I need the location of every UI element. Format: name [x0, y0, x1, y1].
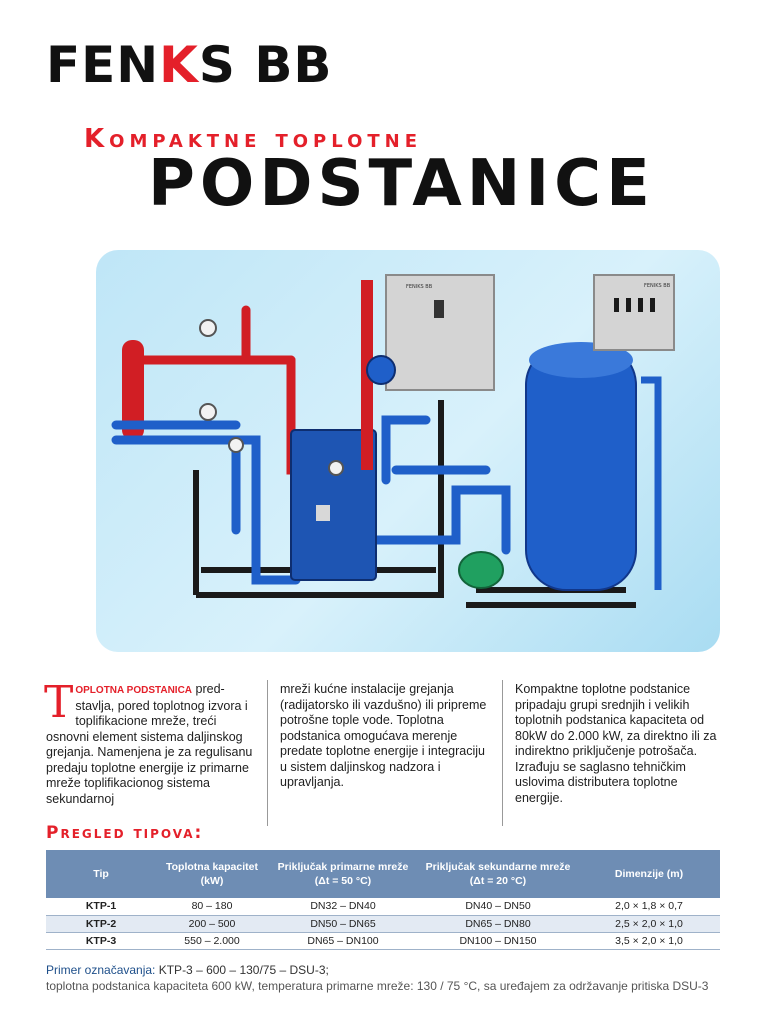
green-pump — [459, 552, 503, 588]
header-primary: Priključak primarne mreže (Δt = 50 °C) — [268, 850, 418, 898]
table-row — [46, 898, 720, 915]
panel-left-label: FENIKS BB — [406, 284, 433, 290]
cell-secondary: DN40 – DN50 — [418, 898, 578, 915]
example-label: Primer označavanja: — [46, 963, 156, 977]
intro-col1-text: pred-stavlja, pored toplotnog izvora i toplifikacione mreže, treći osnovni element sistema daljinskog grejanja. Namenjena je za regulisanu predaju toplotne energije iz primarne mreže toplifikacionog sistema sekundarnoj — [46, 682, 253, 806]
cell-capacity: 200 – 500 — [156, 915, 268, 932]
cell-primary: DN50 – DN65 — [268, 915, 418, 932]
header-secondary: Priključak sekundarne mreže (Δt = 20 °C) — [418, 850, 578, 898]
cell-tip: KTP-3 — [46, 932, 156, 949]
table-header-row — [46, 850, 720, 898]
substation-photo — [96, 250, 720, 652]
dropcap-letter: T — [44, 677, 74, 728]
header-tip: Tip — [46, 850, 156, 898]
cell-dimensions: 2,5 × 2,0 × 1,0 — [578, 915, 720, 932]
example-line — [46, 962, 708, 978]
logo-part-2: K — [159, 36, 199, 94]
cell-tip: KTP-1 — [46, 898, 156, 915]
section-title: Pregled tipova: — [46, 823, 204, 843]
header-dimensions: Dimenzije (m) — [578, 850, 720, 898]
designation-example — [46, 962, 708, 994]
logo-part-1: FEN — [46, 36, 160, 94]
column-divider-1 — [267, 680, 268, 826]
example-code: KTP-3 – 600 – 130/75 – DSU-3; — [155, 963, 329, 977]
cell-dimensions: 2,0 × 1,8 × 0,7 — [578, 898, 720, 915]
blue-storage-tank — [526, 345, 636, 590]
logo-part-3: S BB — [198, 36, 333, 94]
cell-dimensions: 3,5 × 2,0 × 1,0 — [578, 932, 720, 949]
exchanger-plate-label — [316, 505, 330, 521]
circulation-pump — [367, 356, 395, 384]
cell-secondary: DN65 – DN80 — [418, 915, 578, 932]
cell-primary: DN65 – DN100 — [268, 932, 418, 949]
cell-secondary: DN100 – DN150 — [418, 932, 578, 949]
intro-lead: OPLOTNA PODSTANICA — [75, 685, 193, 696]
column-divider-2 — [502, 680, 503, 826]
cell-capacity: 550 – 2.000 — [156, 932, 268, 949]
table-row — [46, 932, 720, 949]
intro-column-2: mreži kućne instalacije grejanja (radijatorsko ili vazdušno) ili pripreme potrošne tople vode. Toplotna podstanica omogućava merenje predate toplotne energije i integraciju u sistem daljinskog nadzora i upravljanja. — [280, 682, 487, 789]
brand-logo — [46, 36, 333, 94]
cell-tip: KTP-2 — [46, 915, 156, 932]
cell-capacity: 80 – 180 — [156, 898, 268, 915]
table-row — [46, 915, 720, 932]
example-description: toplotna podstanica kapaciteta 600 kW, temperatura primarne mreže: 130 / 75 °C, sa uređajem za održavanje pritiska DSU-3 — [46, 979, 709, 993]
panel-right-label: FENIKS BB — [644, 283, 671, 289]
types-table — [46, 850, 720, 950]
page-subtitle: Kompaktne toplotne — [84, 124, 423, 154]
page-title: PODSTANICE — [148, 147, 655, 221]
cell-primary: DN32 – DN40 — [268, 898, 418, 915]
intro-column-1 — [44, 677, 256, 807]
header-capacity: Toplotna kapacitet (kW) — [156, 850, 268, 898]
intro-column-3: Kompaktne toplotne podstanice pripadaju grupi srednjih i velikih toplotnih podstanica kapaciteta od 80kW do 2.000 kW, za direktno ili za indirektno priključenje potrošača. Izrađuju se saglasno tehničkim uslovima distributera toplotne energije. — [515, 682, 717, 805]
